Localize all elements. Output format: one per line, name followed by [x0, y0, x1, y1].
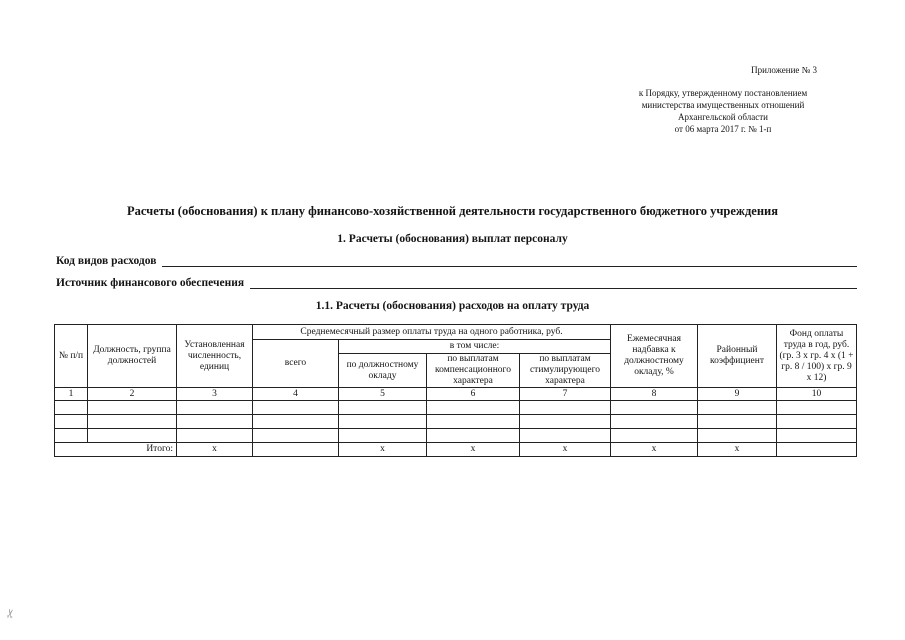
table-cell: [339, 429, 427, 443]
header-incentive: по выплатам стимулирующего характера: [520, 354, 611, 388]
header-total: всего: [253, 340, 339, 388]
table-cell: [698, 429, 777, 443]
expense-code-blank-line: [162, 254, 857, 267]
table-cell: [611, 401, 698, 415]
header-average-salary: Среднемесячный размер оплаты труда на одного работника, руб.: [253, 325, 611, 340]
table-cell: [253, 415, 339, 429]
header-number: № п/п: [55, 325, 88, 388]
appendix-line: министерства имущественных отношений: [641, 100, 805, 110]
funding-source-field: [56, 276, 857, 289]
section-title: 1. Расчеты (обоснования) выплат персоналу: [337, 233, 568, 245]
total-cell: х: [339, 443, 427, 457]
total-row: [55, 443, 857, 457]
table-row: [55, 415, 857, 429]
column-number: 6: [427, 388, 520, 401]
column-number: 3: [177, 388, 253, 401]
scan-margin-mark: ✂: [2, 607, 19, 620]
table-cell: [698, 415, 777, 429]
table-cell: [339, 415, 427, 429]
header-row: [55, 325, 857, 340]
table-cell: [88, 415, 177, 429]
column-number-row: [55, 388, 857, 401]
funding-source-label: Источник финансового обеспечения: [56, 277, 245, 289]
document-title: Расчеты (обоснования) к плану финансово-хозяйственной деятельности государственного бюджетного учреждения: [127, 204, 778, 218]
expense-code-label: Код видов расходов: [56, 255, 157, 267]
table-cell: [177, 429, 253, 443]
table-cell: [427, 429, 520, 443]
total-cell: х: [427, 443, 520, 457]
header-compensation: по выплатам компенсационного характера: [427, 354, 520, 388]
column-number: 7: [520, 388, 611, 401]
table-row: [55, 401, 857, 415]
appendix-line: от 06 марта 2017 г. № 1-п: [674, 124, 772, 134]
table-cell: [777, 415, 857, 429]
table-row: [55, 429, 857, 443]
column-number: 8: [611, 388, 698, 401]
total-cell: х: [611, 443, 698, 457]
table-cell: [253, 429, 339, 443]
table-cell: [55, 429, 88, 443]
total-cell: [253, 443, 339, 457]
table-cell: [253, 401, 339, 415]
header-monthly-bonus: Ежемесячная надбавка к должностному окладу, %: [611, 325, 698, 388]
expense-code-field: [56, 254, 857, 267]
header-position: Должность, группа должностей: [88, 325, 177, 388]
table-cell: [520, 415, 611, 429]
table-cell: [177, 415, 253, 429]
total-cell: х: [520, 443, 611, 457]
header-annual-fund: Фонд оплаты труда в год, руб. (гр. 3 х гр. 4 х (1 + гр. 8 / 100) х гр. 9 х 12): [777, 325, 857, 388]
table-cell: [777, 429, 857, 443]
appendix-title: Приложение № 3: [751, 65, 817, 75]
table-cell: [88, 401, 177, 415]
table-cell: [611, 415, 698, 429]
payroll-table: [54, 324, 857, 457]
column-number: 1: [55, 388, 88, 401]
table-cell: [427, 415, 520, 429]
total-cell: х: [698, 443, 777, 457]
table-cell: [55, 401, 88, 415]
header-including: в том числе:: [339, 340, 611, 354]
column-number: 9: [698, 388, 777, 401]
column-number: 2: [88, 388, 177, 401]
total-label: Итого:: [55, 443, 177, 457]
header-staff-count: Установленная численность, единиц: [177, 325, 253, 388]
total-cell: х: [177, 443, 253, 457]
table-cell: [777, 401, 857, 415]
table-cell: [427, 401, 520, 415]
appendix-note: [623, 64, 823, 135]
funding-source-blank-line: [250, 276, 857, 289]
table-cell: [339, 401, 427, 415]
column-number: 5: [339, 388, 427, 401]
table-cell: [520, 401, 611, 415]
header-regional-coefficient: Районный коэффициент: [698, 325, 777, 388]
table-cell: [177, 401, 253, 415]
header-official-salary: по должностному окладу: [339, 354, 427, 388]
table-cell: [611, 429, 698, 443]
column-number: 10: [777, 388, 857, 401]
column-number: 4: [253, 388, 339, 401]
table-cell: [698, 401, 777, 415]
total-cell: [777, 443, 857, 457]
appendix-line: к Порядку, утвержденному постановлением: [638, 88, 808, 98]
table-cell: [55, 415, 88, 429]
subsection-title: 1.1. Расчеты (обоснования) расходов на оплату труда: [315, 300, 590, 312]
table-cell: [88, 429, 177, 443]
table-cell: [520, 429, 611, 443]
appendix-line: Архангельской области: [678, 112, 768, 122]
